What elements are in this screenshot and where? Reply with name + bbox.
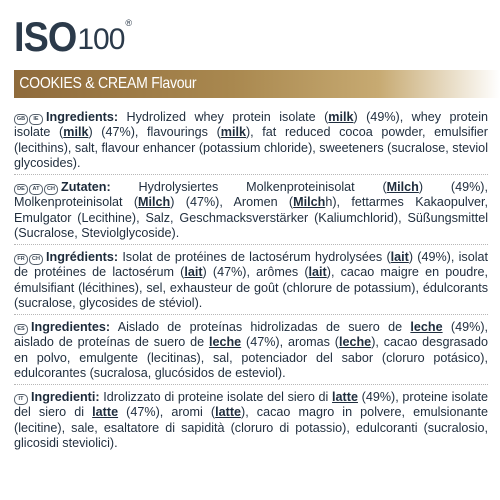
- allergen-text: latte: [215, 405, 242, 420]
- flavour-banner: [14, 70, 500, 98]
- ingredients-text: ) (47%), flavourings (: [88, 125, 221, 140]
- country-flags: [14, 184, 58, 195]
- ingredients-text: ), cacao magro in polvere, emulsionante (lecitine), sale, esaltatore di sapidità (cloruro di potassio), edulcoranti (sucralosio, glicosidi steviolici).: [14, 405, 488, 451]
- allergen-text: milk: [328, 110, 354, 124]
- allergen-text: leche: [410, 320, 443, 334]
- country-badge-icon: AT: [29, 184, 43, 195]
- ingredients-text: Hydrolized whey protein isolate (: [118, 110, 329, 124]
- ingredients-heading: Ingrédients:: [46, 250, 119, 264]
- allergen-text: Milch: [386, 180, 419, 194]
- country-flags: [14, 254, 43, 265]
- ingredients-paragraph: [14, 110, 488, 172]
- country-flags: [14, 394, 28, 405]
- country-badge-icon: IT: [14, 394, 28, 405]
- section-divider: [14, 384, 488, 385]
- ingredients-text: ), cacao desgrasado en polvo, emulgente (lecitinas), sal, potenciador del sabor (cloruro potásico), edulcorantes (sucralosa, glucósidos de esteviol).: [14, 335, 488, 381]
- logo-100-text: 100: [77, 23, 125, 56]
- allergen-text: lait: [308, 265, 327, 280]
- ingredients-paragraph: [14, 250, 488, 312]
- allergen-text: leche: [338, 335, 372, 350]
- ingredients-paragraph: [14, 180, 488, 242]
- allergen-text: milk: [220, 125, 246, 140]
- flavour-label: COOKIES & CREAM Flavour: [19, 75, 197, 92]
- allergen-text: Milch: [138, 195, 171, 210]
- allergen-text: latte: [92, 405, 119, 420]
- brand-logo: [14, 14, 132, 60]
- allergen-text: leche: [208, 335, 242, 350]
- section-divider: [14, 314, 488, 315]
- ingredients-text: (49%), proteine isolate del siero di: [14, 390, 488, 420]
- allergen-text: latte: [332, 390, 358, 404]
- logo-iso-text: ISO: [14, 13, 77, 60]
- ingredients-section: [14, 250, 488, 312]
- ingredients-heading: Ingredienti:: [31, 390, 100, 404]
- country-badge-icon: GB: [14, 114, 28, 125]
- country-flags: [14, 324, 28, 335]
- ingredients-section: [14, 180, 488, 242]
- allergen-text: Milch: [293, 195, 326, 210]
- ingredients-text: Hydrolysiertes Molkenproteinisolat (: [110, 180, 387, 194]
- ingredients-paragraph: [14, 320, 488, 382]
- section-divider: [14, 244, 488, 245]
- section-divider: [14, 174, 488, 175]
- ingredients-text: ), fat reduced cocoa powder, emulsifier (lecithins), salt, flavour enhancer (potassium chloride), sweeteners (sucralose, steviol glycosides).: [14, 125, 488, 171]
- country-badge-icon: CH: [29, 254, 43, 265]
- ingredients-text: (49%), aislado de proteínas de suero de: [14, 320, 489, 350]
- allergen-text: milk: [63, 125, 89, 140]
- country-badge-icon: DE: [14, 184, 28, 195]
- ingredients-text: Isolat de protéines de lactosérum hydrolysées (: [118, 250, 391, 264]
- ingredients-heading: Ingredientes:: [31, 320, 111, 334]
- country-flags: [14, 114, 43, 125]
- ingredients-text: ) (49%), whey protein isolate (: [14, 110, 488, 140]
- country-badge-icon: FR: [14, 254, 28, 265]
- ingredients-heading: Ingredients:: [46, 110, 119, 124]
- ingredients-text: Idrolizzato di proteine isolate del siero di: [99, 390, 333, 404]
- ingredients-text: (47%), aromas (: [241, 335, 339, 350]
- ingredients-text: Aislado de proteínas hidrolizadas de suero de: [110, 320, 411, 334]
- ingredients-text: ) (49%), isolat de protéines de lactosérum (: [14, 250, 489, 280]
- allergen-text: lait: [390, 250, 409, 264]
- ingredients-text: ), cacao maigre en poudre, émulsifiant (lécithines), sel, exhausteur de goût (chlorure de potassium), édulcorants (sucralose, glycosides de stéviol).: [14, 265, 488, 311]
- country-badge-icon: ES: [14, 324, 28, 335]
- allergen-text: lait: [184, 265, 203, 280]
- ingredients-text: (47%), aromi (: [118, 405, 216, 420]
- ingredients-section: [14, 110, 488, 172]
- ingredients-paragraph: [14, 390, 488, 452]
- ingredients-section: [14, 320, 488, 382]
- ingredients-section: [14, 390, 488, 452]
- ingredients-text: ) (47%), arômes (: [202, 265, 309, 280]
- ingredients-text: ) (49%), Molkenproteinisolat (: [14, 180, 488, 210]
- registered-mark: ®: [125, 18, 133, 28]
- country-badge-icon: IE: [29, 114, 43, 125]
- ingredients-text: h), fettarmes Kakaopulver, Emulgator (Lecithine), Salz, Geschmacksverstärker (Kaliumchlorid), Süßungsmittel (Sucralose, Steviolglycoside).: [14, 195, 489, 241]
- country-badge-icon: CH: [44, 184, 58, 195]
- ingredients-text: ) (47%), Aromen (: [170, 195, 294, 210]
- ingredients-heading: Zutaten:: [61, 180, 111, 194]
